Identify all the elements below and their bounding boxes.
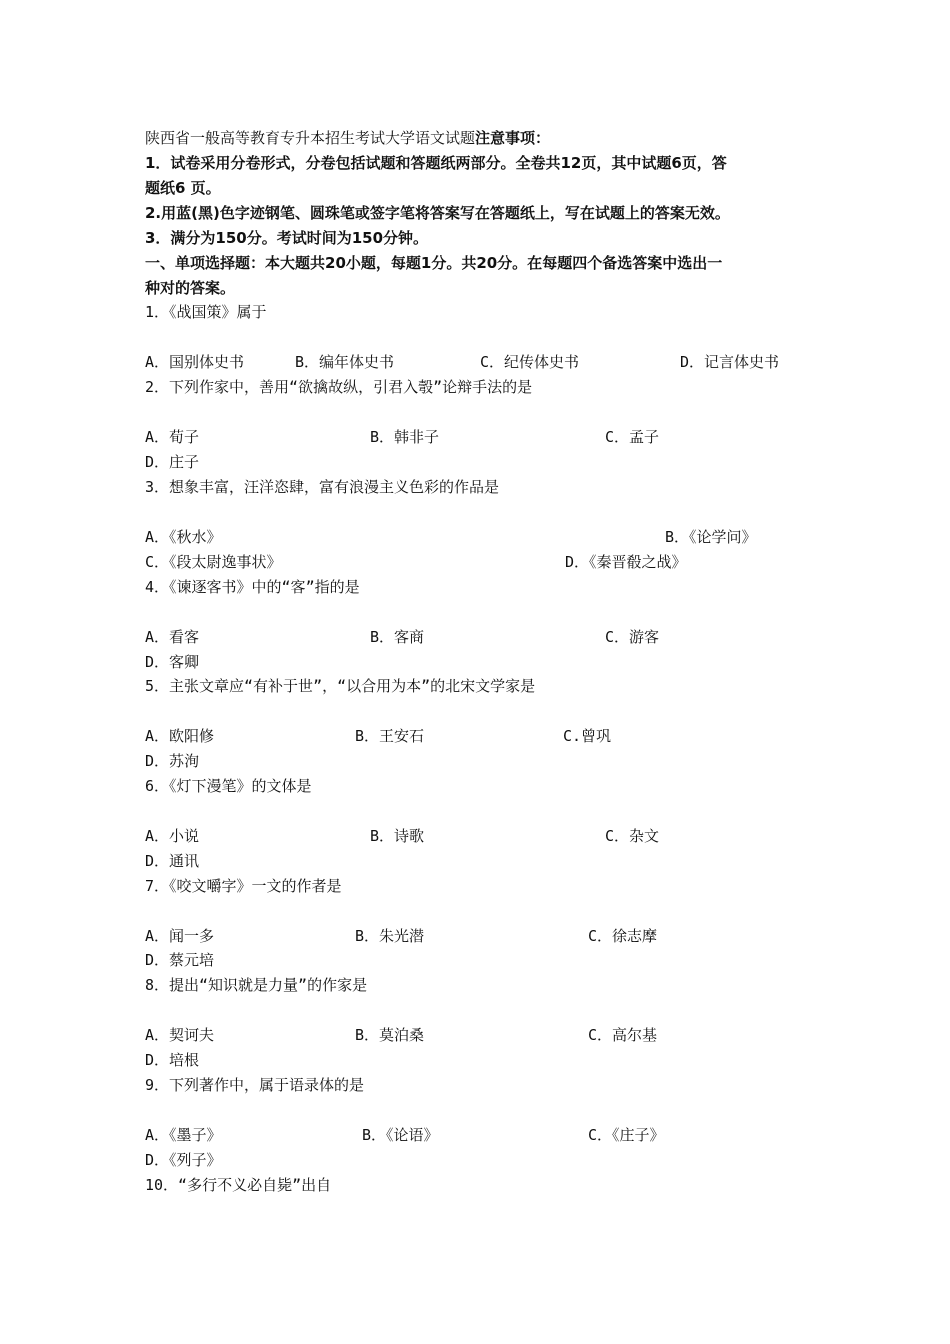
option-b: B．《论学问》 [665,528,757,546]
option-c: C．高尔基 [588,1026,658,1044]
option-b: B．韩非子 [370,428,440,446]
option-c: C．孟子 [605,428,660,446]
option-d: D．庄子 [145,453,200,471]
option-c: C.曾巩 [563,727,612,745]
option-c: C．徐志摩 [588,927,658,945]
option-a: A．荀子 [145,428,200,446]
option-a: A．小说 [145,827,200,845]
option-d: D．蔡元培 [145,951,215,969]
question-stem: 5．主张文章应“有补于世”，“以合用为本”的北宋文学家是 [145,677,536,695]
option-c: C．《段太尉逸事状》 [145,553,282,571]
notice-1: 1．试卷采用分卷形式，分卷包括试题和答题纸两部分。全卷共12页，其中试题6页，答 [145,154,727,172]
option-c: C．纪传体史书 [480,353,580,371]
section-heading-cont: 种对的答案。 [145,279,236,297]
notice-3: 3．满分为150分。考试时间为150分钟。 [145,229,429,247]
notice-2: 2.用蓝(黑)色字迹钢笔、圆珠笔或签字笔将答案写在答题纸上，写在试题上的答案无效。 [145,204,730,222]
question-stem: 2．下列作家中，善用“欲擒故纵，引君入彀”论辩手法的是 [145,378,533,396]
option-d: D．培根 [145,1051,200,1069]
option-d: D．苏洵 [145,752,200,770]
notice-heading: 注意事项： [475,129,551,147]
option-d: D．《列子》 [145,1151,222,1169]
option-b: B．朱光潜 [355,927,425,945]
question-stem: 7．《咬文嚼字》一文的作者是 [145,877,342,895]
question-stem: 6．《灯下漫笔》的文体是 [145,777,312,795]
question-stem: 1．《战国策》属于 [145,303,267,321]
option-c: C．游客 [605,628,660,646]
question-stem: 9．下列著作中，属于语录体的是 [145,1076,365,1094]
notice-1-cont: 题纸6 页。 [145,179,221,197]
option-c: C．《庄子》 [588,1126,665,1144]
exam-title: 陕西省一般高等教育专升本招生考试大学语文试题 [145,129,476,147]
option-a: A．《秋水》 [145,528,222,546]
question-stem: 8．提出“知识就是力量”的作家是 [145,976,368,994]
section-heading: 一、单项选择题：本大题共20小题，每题1分。共20分。在每题四个备选答案中选出一 [145,254,723,272]
option-a: A．看客 [145,628,200,646]
option-b: B．莫泊桑 [355,1026,425,1044]
option-b: B．王安石 [355,727,425,745]
question-stem: 3．想象丰富，汪洋恣肆，富有浪漫主义色彩的作品是 [145,478,500,496]
option-b: B．编年体史书 [295,353,395,371]
option-b: B．诗歌 [370,827,425,845]
option-d: D．记言体史书 [680,353,780,371]
option-c: C．杂文 [605,827,660,845]
exam-title-line [145,128,550,148]
option-a: A．《墨子》 [145,1126,222,1144]
option-d: D．客卿 [145,653,200,671]
option-b: B．客商 [370,628,425,646]
option-d: D．《秦晋殽之战》 [565,553,687,571]
option-b: B．《论语》 [362,1126,439,1144]
option-a: A．欧阳修 [145,727,215,745]
option-a: A．国别体史书 [145,353,245,371]
option-a: A．闻一多 [145,927,215,945]
question-stem: 10．“多行不义必自毙”出自 [145,1176,332,1194]
question-stem: 4．《谏逐客书》中的“客”指的是 [145,578,360,596]
option-a: A．契诃夫 [145,1026,215,1044]
option-d: D．通讯 [145,852,200,870]
